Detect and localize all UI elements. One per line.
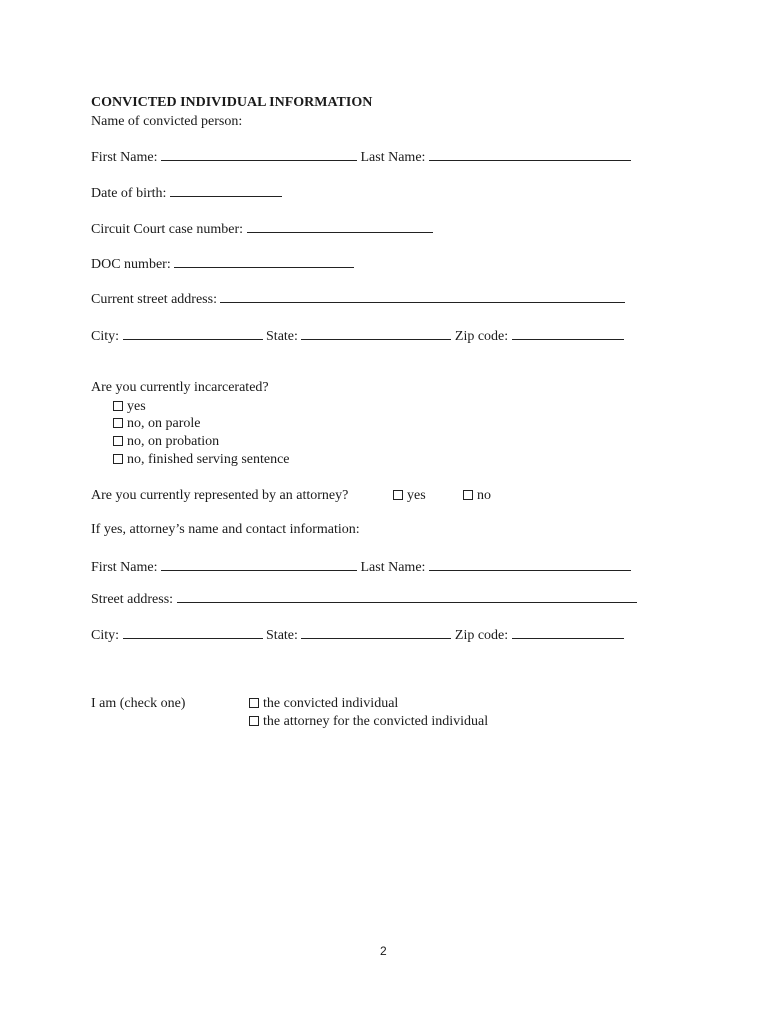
city-label: City:: [91, 329, 120, 344]
attorney-street-field[interactable]: [177, 590, 637, 603]
last-name-field[interactable]: [429, 148, 631, 161]
zip-field[interactable]: [512, 327, 624, 340]
case-number-row: [91, 220, 433, 238]
street-field[interactable]: [220, 290, 625, 303]
city-field[interactable]: [123, 327, 263, 340]
attorney-no-option[interactable]: [463, 488, 491, 504]
section-title: CONVICTED INDIVIDUAL INFORMATION: [91, 95, 373, 110]
checkbox[interactable]: [113, 436, 123, 446]
checkbox[interactable]: [249, 716, 259, 726]
first-name-field[interactable]: [161, 148, 357, 161]
option-label: no, on parole: [127, 416, 201, 431]
attorney-yes-label: yes: [407, 488, 426, 503]
attorney-street-label: Street address:: [91, 592, 174, 607]
incarcerated-option[interactable]: [113, 416, 200, 432]
checkbox[interactable]: [113, 418, 123, 428]
attorney-city-field[interactable]: [123, 626, 263, 639]
role-label: I am (check one): [91, 696, 186, 711]
dob-row: [91, 184, 282, 202]
attorney-first-name-label: First Name:: [91, 560, 158, 575]
attorney-state-field[interactable]: [301, 626, 451, 639]
incarcerated-option[interactable]: [113, 452, 290, 468]
option-label: the convicted individual: [263, 696, 399, 711]
doc-number-row: [91, 255, 354, 273]
doc-number-label: DOC number:: [91, 257, 171, 272]
attorney-question: Are you currently represented by an attorney?: [91, 488, 349, 503]
incarcerated-option[interactable]: [113, 434, 219, 450]
checkbox[interactable]: [113, 454, 123, 464]
checkbox[interactable]: [463, 490, 473, 500]
attorney-contact-prompt: If yes, attorney’s name and contact information:: [91, 522, 360, 537]
city-state-zip-row: [91, 327, 624, 345]
role-option[interactable]: [249, 714, 488, 730]
state-field[interactable]: [301, 327, 451, 340]
zip-label: Zip code:: [454, 329, 509, 344]
state-label: State:: [266, 329, 298, 344]
option-label: the attorney for the convicted individual: [263, 714, 489, 729]
street-label: Current street address:: [91, 292, 217, 307]
attorney-yes-option[interactable]: [393, 488, 426, 504]
attorney-zip-label: Zip code:: [454, 628, 509, 643]
incarcerated-option[interactable]: [113, 399, 146, 415]
section-subtitle: Name of convicted person:: [91, 114, 243, 129]
case-number-label: Circuit Court case number:: [91, 222, 244, 237]
dob-label: Date of birth:: [91, 186, 167, 201]
checkbox[interactable]: [113, 401, 123, 411]
attorney-city-label: City:: [91, 628, 120, 643]
option-label: no, on probation: [127, 434, 220, 449]
page-number: 2: [380, 944, 387, 958]
attorney-no-label: no: [477, 488, 491, 503]
attorney-name-row: [91, 558, 631, 576]
street-row: [91, 290, 625, 308]
incarcerated-question: Are you currently incarcerated?: [91, 380, 269, 395]
first-name-label: First Name:: [91, 150, 158, 165]
attorney-first-name-field[interactable]: [161, 558, 357, 571]
attorney-zip-field[interactable]: [512, 626, 624, 639]
first-name-row: [91, 148, 631, 166]
checkbox[interactable]: [249, 698, 259, 708]
role-option[interactable]: [249, 696, 398, 712]
dob-field[interactable]: [170, 184, 282, 197]
checkbox[interactable]: [393, 490, 403, 500]
attorney-last-name-field[interactable]: [429, 558, 631, 571]
attorney-city-state-zip-row: [91, 626, 624, 644]
case-number-field[interactable]: [247, 220, 433, 233]
option-label: yes: [127, 399, 146, 414]
last-name-label: Last Name:: [360, 150, 426, 165]
attorney-street-row: [91, 590, 637, 608]
doc-number-field[interactable]: [174, 255, 354, 268]
option-label: no, finished serving sentence: [127, 452, 290, 467]
attorney-state-label: State:: [266, 628, 298, 643]
attorney-last-name-label: Last Name:: [360, 560, 426, 575]
